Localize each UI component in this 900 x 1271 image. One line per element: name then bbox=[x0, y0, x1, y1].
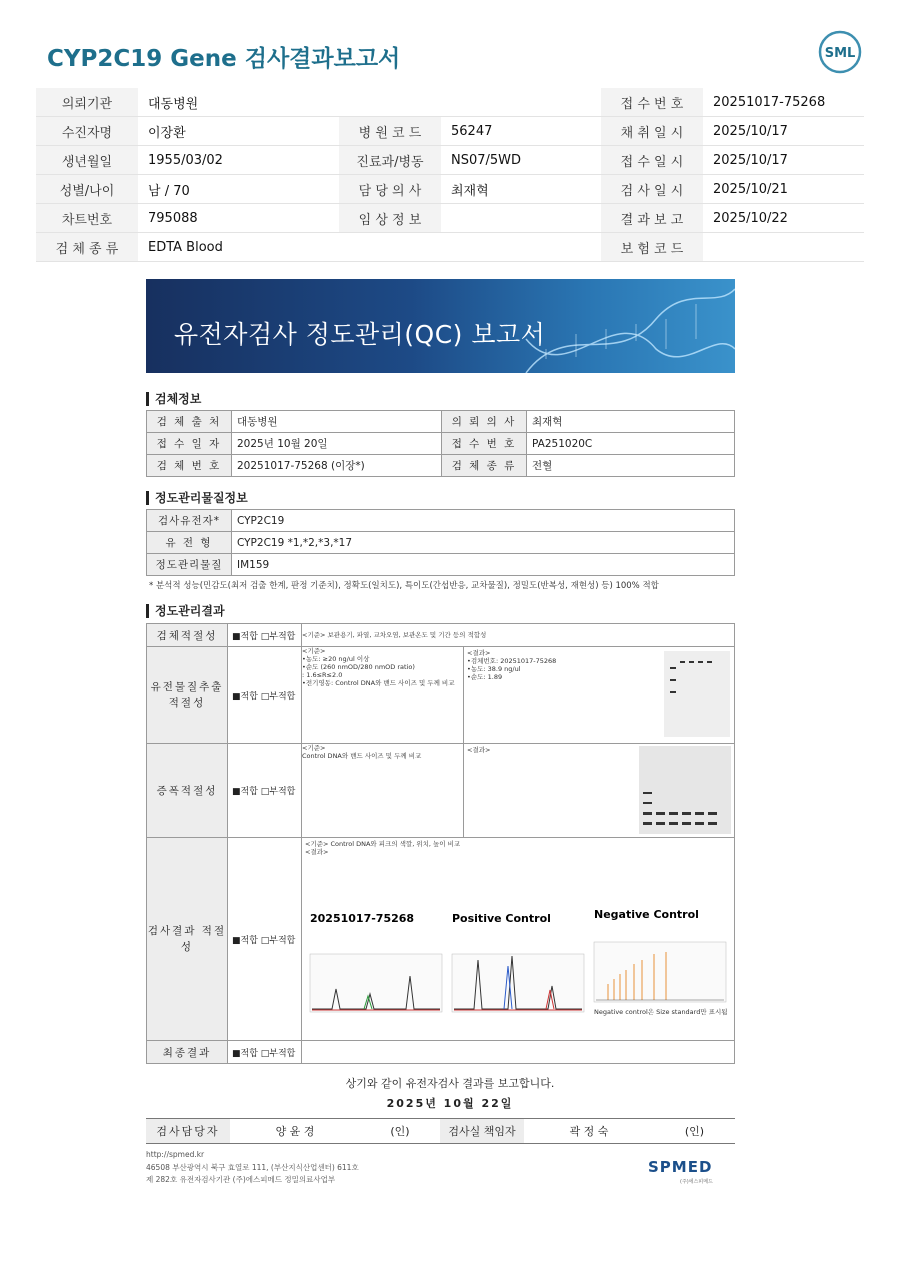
electropherogram-panels bbox=[308, 904, 738, 1044]
tester-seal: (인) bbox=[360, 1119, 440, 1144]
table-row bbox=[146, 1119, 735, 1144]
header-label: 의뢰기관 bbox=[36, 88, 138, 117]
judgement: ■적합 □부적합 bbox=[228, 624, 302, 647]
test-date-value: 2025/10/21 bbox=[703, 175, 864, 204]
report-date: 2025년 10월 22일 bbox=[386, 1097, 514, 1110]
table-row: 최종결과 ■적합 □부적합 bbox=[147, 1041, 735, 1064]
department-value: NS07/5WD bbox=[441, 146, 601, 175]
specimen-section-heading: 검체정보 bbox=[146, 392, 201, 406]
table-row: 생년월일 1955/03/02 진료과/병동 NS07/5WD 접 수 일 시 2025/10/17 bbox=[36, 146, 864, 175]
judgement: ■적합 □부적합 bbox=[228, 744, 302, 838]
judgement: ■적합 □부적합 bbox=[228, 838, 302, 1041]
qc-banner-title: 유전자검사 정도관리(QC) 보고서 bbox=[174, 320, 546, 349]
amplification-gel-image bbox=[639, 746, 731, 834]
negative-note: Negative control은 Size standard만 표시됨 bbox=[594, 1008, 728, 1016]
director-seal: (인) bbox=[654, 1119, 735, 1144]
table-row: 검체적절성 ■적합 □부적합 <기준> 보관용기, 파열, 교차오염, 보관온도 및 기간 등의 적합성 bbox=[147, 624, 735, 647]
extraction-gel-image bbox=[664, 651, 730, 737]
director-name: 곽 정 숙 bbox=[524, 1119, 654, 1144]
doctor-value: 최재혁 bbox=[441, 175, 601, 204]
sample-trace bbox=[310, 954, 442, 1012]
receipt-date-value: 2025/10/17 bbox=[703, 146, 864, 175]
birthdate-value: 1955/03/02 bbox=[138, 146, 339, 175]
footer-url: http://spmed.kr bbox=[146, 1150, 205, 1159]
director-label: 검사실 책임자 bbox=[440, 1119, 524, 1144]
positive-panel-title: Positive Control bbox=[452, 912, 551, 925]
spmed-subtitle: (주)에스피메드 bbox=[680, 1179, 713, 1185]
hospital-value: 대동병원 bbox=[138, 88, 339, 117]
table-row: 유전물질추출 적절성 ■적합 □부적합 <기준> •농도: ≥20 ng/ul 이상 •순도 (260 nmOD/280 nmOD ratio) : 1.6≤R≤2.0 •전기영동: Control DNA와 밴드 사이즈 및 두께 비교 <결과> •검체번호: 20251017-75268 •농도: 38.9 ng/ul •순도: 1.89 bbox=[147, 647, 735, 744]
table-row: 증폭적절성 ■적합 □부적합 <기준> Control DNA와 밴드 사이즈 및 두께 비교 <결과> bbox=[147, 744, 735, 838]
table-row: 차트번호 795088 임 상 정 보 결 과 보 고 2025/10/22 bbox=[36, 204, 864, 233]
sex-age-value: 남 / 70 bbox=[138, 175, 339, 204]
footer-address: 46508 부산광역시 북구 효열로 111, (부산지식산업센터) 611호 bbox=[146, 1163, 359, 1172]
sample-panel-title: 20251017-75268 bbox=[310, 912, 415, 925]
chart-number-value: 795088 bbox=[138, 204, 339, 233]
table-row: 검사유전자* CYP2C19 bbox=[147, 510, 735, 532]
table-row: 검사결과 적절성 ■적합 □부적합 <기준> Control DNA와 피크의 색깔, 위치, 높이 비교 <결과> 20251017-75268 Positive Control Negative Control Negative control은 Size standard만 표시됨 bbox=[147, 838, 735, 1041]
spmed-logo: SPMED bbox=[648, 1158, 713, 1176]
sml-logo bbox=[818, 30, 862, 74]
svg-text:SML: SML bbox=[824, 46, 856, 61]
result-section-heading: 정도관리결과 bbox=[146, 604, 225, 618]
patient-info-table bbox=[36, 88, 864, 262]
signature-table bbox=[146, 1118, 735, 1144]
table-row: 성별/나이 남 / 70 담 당 의 사 최재혁 검 사 일 시 2025/10/21 bbox=[36, 175, 864, 204]
footer-license: 제 282호 유전자검사기관 (주)에스피메드 정밀의료사업부 bbox=[146, 1175, 336, 1184]
hospital-code-value: 56247 bbox=[441, 117, 601, 146]
final-judgement: ■적합 □부적합 bbox=[228, 1041, 302, 1064]
table-row: 접 수 일 자 2025년 10월 20일 접 수 번 호 PA251020C bbox=[147, 433, 735, 455]
table-row: 검 체 출 처 대동병원 의 뢰 의 사 최재혁 bbox=[147, 411, 735, 433]
table-row: 검 체 번 호 20251017-75268 (이장*) 검 체 종 류 전혈 bbox=[147, 455, 735, 477]
tester-label: 검사담당자 bbox=[146, 1119, 230, 1144]
report-date-value: 2025/10/22 bbox=[703, 204, 864, 233]
report-title: CYP2C19 Gene 검사결과보고서 bbox=[47, 46, 401, 72]
negative-panel-title: Negative Control bbox=[594, 908, 699, 921]
specimen-info-table bbox=[146, 410, 735, 477]
conclusion-text: 상기와 같이 유전자검사 결과를 보고합니다. bbox=[345, 1077, 555, 1090]
judgement: ■적합 □부적합 bbox=[228, 647, 302, 744]
material-section-heading: 정도관리물질정보 bbox=[146, 491, 248, 505]
qc-banner bbox=[146, 279, 735, 373]
collection-date-value: 2025/10/17 bbox=[703, 117, 864, 146]
positive-trace bbox=[452, 954, 584, 1012]
table-row bbox=[36, 88, 864, 117]
table-row: 검 체 종 류 EDTA Blood 보 험 코 드 bbox=[36, 233, 864, 262]
header-label: 접 수 번 호 bbox=[601, 88, 703, 117]
negative-trace bbox=[594, 942, 726, 1002]
table-row: 정도관리물질 IM159 bbox=[147, 554, 735, 576]
qc-result-table bbox=[146, 623, 735, 1064]
patient-name-value: 이장환 bbox=[138, 117, 339, 146]
tester-name: 양 윤 경 bbox=[230, 1119, 360, 1144]
specimen-type-value: EDTA Blood bbox=[138, 233, 339, 262]
table-row: 수진자명 이장환 병 원 코 드 56247 채 취 일 시 2025/10/17 bbox=[36, 117, 864, 146]
table-row: 유 전 형 CYP2C19 *1,*2,*3,*17 bbox=[147, 532, 735, 554]
accession-number-value: 20251017-75268 bbox=[703, 88, 864, 117]
material-info-table bbox=[146, 509, 735, 576]
material-note: * 분석적 성능(민감도(최저 검출 한계, 판정 기준치), 정확도(일치도), 특이도(간섭반응, 교차물질), 정밀도(반복성, 재현성) 등) 100% 적합 bbox=[149, 581, 659, 591]
